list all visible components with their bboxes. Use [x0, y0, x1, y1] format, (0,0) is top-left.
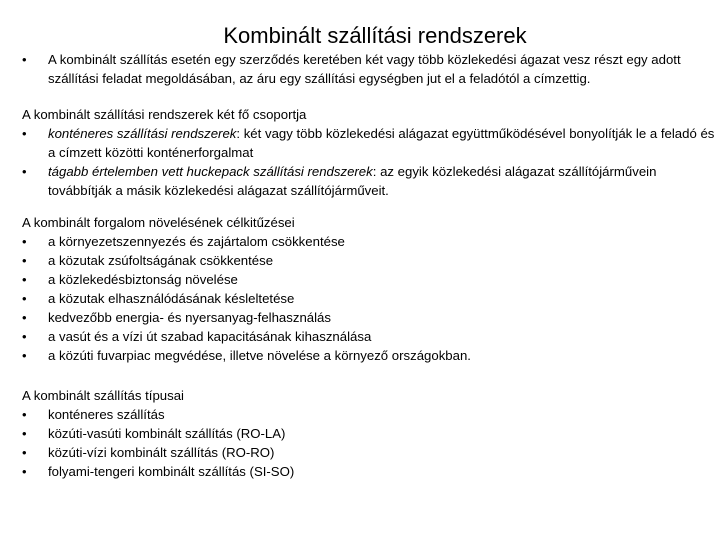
page-title: Kombinált szállítási rendszerek: [223, 23, 527, 48]
group-term: konténeres szállítási rendszerek: [48, 126, 237, 141]
intro-section: [22, 50, 712, 88]
types-section: [22, 386, 712, 481]
bullet-icon: •: [22, 253, 27, 268]
list-item: • a közlekedésbiztonság növelése: [22, 272, 238, 287]
bullet-icon: •: [22, 126, 27, 141]
list-item: • közúti-vasúti kombinált szállítás (RO-LA): [22, 426, 286, 441]
list-item: [22, 124, 718, 162]
bullet-icon: •: [22, 329, 27, 344]
group-description: : két vagy több közlekedési alágazat együttműködésével bonyolítják le a feladó és a címzett közötti konténerforgalmat: [48, 126, 715, 160]
groups-heading: A kombinált szállítási rendszerek két fő csoportja: [22, 107, 307, 122]
bullet-icon: •: [22, 407, 27, 422]
list-item: • a vasút és a vízi út szabad kapacitásának kihasználása: [22, 329, 372, 344]
bullet-icon: •: [22, 426, 27, 441]
list-item: • közúti-vízi kombinált szállítás (RO-RO): [22, 445, 275, 460]
list-item: • a környezetszennyezés és zajártalom csökkentése: [22, 234, 345, 249]
bullet-icon: •: [22, 164, 27, 179]
goals-section: [22, 213, 712, 365]
goals-heading: A kombinált forgalom növelésének célkitűzései: [22, 215, 295, 230]
bullet-icon: •: [22, 234, 27, 249]
bullet-icon: •: [22, 348, 27, 363]
bullet-icon: •: [22, 310, 27, 325]
groups-section: [22, 105, 718, 200]
list-item: • kedvezőbb energia- és nyersanyag-felhasználás: [22, 310, 331, 325]
group-term: tágabb értelemben vett huckepack szállítási rendszerek: [48, 164, 373, 179]
group-description: : az egyik közlekedési alágazat szállítójárművein továbbítják a másik közlekedési alágazat szállítójárműveit.: [48, 164, 657, 198]
bullet-icon: •: [22, 272, 27, 287]
list-item: • folyami-tengeri kombinált szállítás (SI-SO): [22, 464, 295, 479]
list-item: [22, 50, 712, 88]
list-item: • a közutak zsúfoltságának csökkentése: [22, 253, 274, 268]
list-item: • konténeres szállítás: [22, 407, 165, 422]
bullet-icon: •: [22, 291, 27, 306]
bullet-icon: •: [22, 52, 27, 67]
bullet-icon: •: [22, 445, 27, 460]
list-item: • a közúti fuvarpiac megvédése, illetve növelése a környező országokban.: [22, 348, 471, 363]
intro-text: A kombinált szállítás esetén egy szerződés keretében két vagy több közlekedési ágazat vesz részt egy adott szállítási feladat megoldásában, az áru egy szállítási egységben jut el a feladótól a címzettig.: [48, 52, 681, 86]
list-item: • a közutak elhasználódásának késleltetése: [22, 291, 295, 306]
list-item: [22, 162, 718, 200]
types-heading: A kombinált szállítás típusai: [22, 388, 184, 403]
bullet-icon: •: [22, 464, 27, 479]
